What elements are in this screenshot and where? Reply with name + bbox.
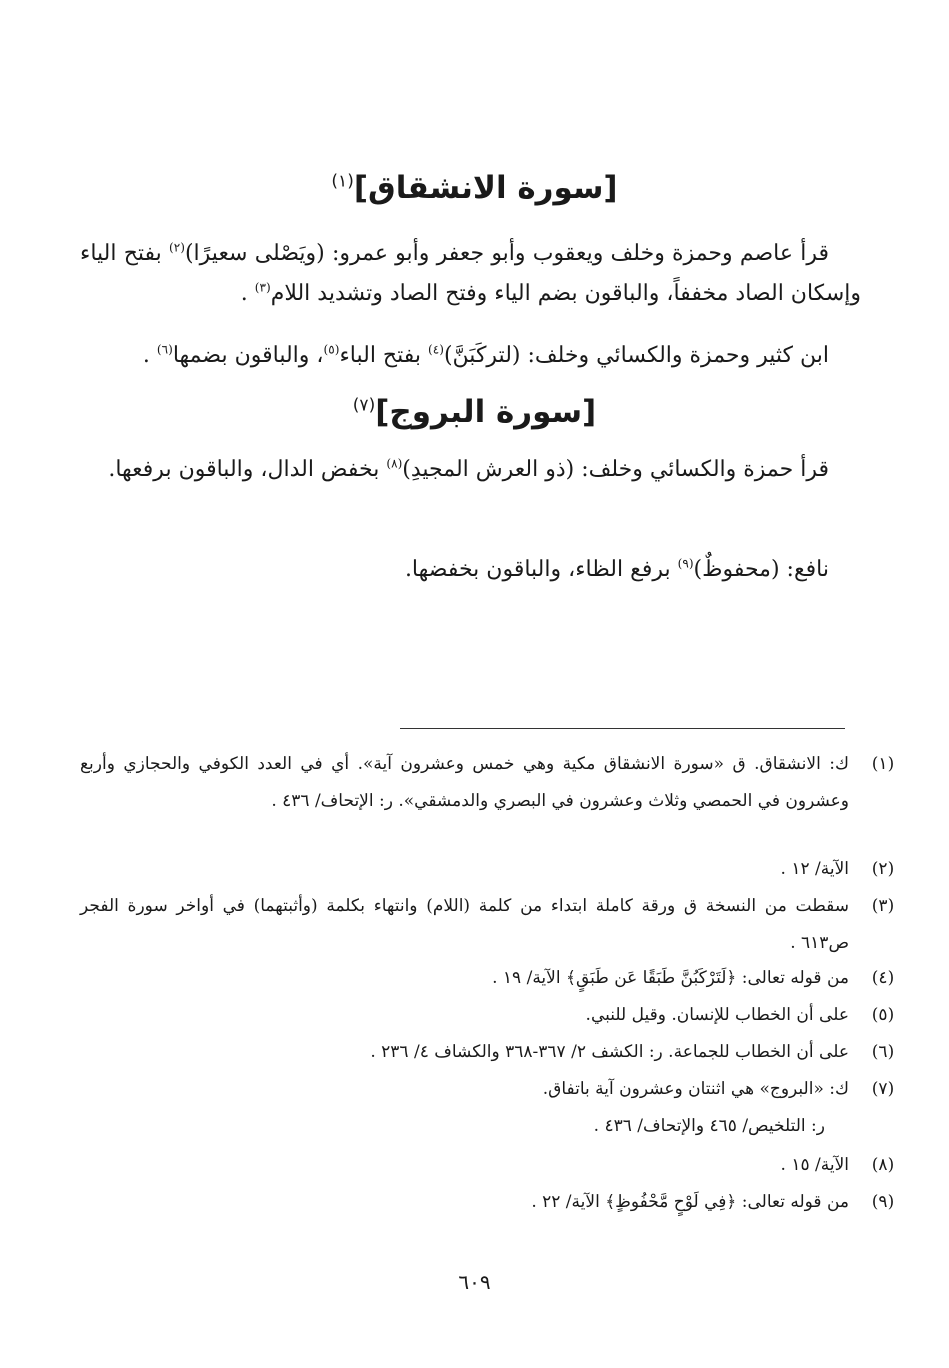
- footnote-ref: (٩): [677, 556, 694, 571]
- footnote-number: (٩): [871, 1192, 895, 1212]
- footnote: [80, 1071, 895, 1108]
- footnote: [80, 1034, 895, 1071]
- footnote: [80, 1147, 895, 1184]
- footnote-number: (٢): [871, 859, 895, 879]
- footnote-number: (٤): [871, 968, 895, 988]
- footnote-ref: (٥): [323, 342, 340, 357]
- footnote-ref: (٨): [386, 456, 403, 471]
- footnote: [80, 746, 895, 820]
- footnote: [80, 888, 895, 962]
- paragraph-text: بفتح الباء: [339, 343, 429, 368]
- footnote-divider: [400, 728, 845, 729]
- footnote-continuation: [80, 1108, 825, 1145]
- paragraph-2: [80, 336, 861, 376]
- paragraph-4: [80, 550, 861, 590]
- footnote-text: ك: الانشقاق. ق «سورة الانشقاق مكية وهي خمس وعشرون آية». أي في العدد الكوفي والحجازي وأربع وعشرون في الحمصي وثلاث وعشرون في البصري والدمشقي». ر: الإتحاف/ ٤٣٦ .: [80, 754, 849, 811]
- footnote-number: (١): [871, 754, 895, 774]
- footnote: [80, 851, 895, 888]
- paragraph-text: ، والباقون بضمها: [172, 343, 324, 368]
- footnote-ref: (٢): [169, 240, 185, 255]
- footnote-text: على أن الخطاب للإنسان. وقيل للنبي.: [585, 1005, 849, 1025]
- footnote-text: سقطت من النسخة ق ورقة كاملة ابتداء من كلمة (اللام) وانتهاء بكلمة (وأثبتهما) في أواخر سورة الفجر ص٦١٣ .: [80, 896, 849, 953]
- footnote-text: الآية/ ١٢ .: [780, 859, 849, 879]
- paragraph-text: بفتح الياء وإسكان الصاد مخففاً، والباقون بضم الياء وفتح الصاد وتشديد اللام: [80, 241, 861, 306]
- footnote: [80, 1184, 895, 1221]
- surah-title: [سورة البروج]: [375, 394, 597, 430]
- page-number: ٦٠٩: [458, 1270, 491, 1294]
- footnote: [80, 997, 895, 1034]
- footnote-text: على أن الخطاب للجماعة. ر: الكشف ٢/ ٣٦٧-٣٦٨ والكشاف ٤/ ٢٣٦ .: [370, 1042, 849, 1062]
- paragraph-text: بخفض الدال، والباقون برفعها.: [108, 457, 387, 482]
- footnote-ref: (٧): [352, 395, 376, 416]
- footnote-number: (٦): [871, 1042, 895, 1062]
- footnote-ref: (٦): [156, 342, 173, 357]
- footnote-ref: (٣): [254, 280, 271, 295]
- paragraph-text: نافع: (محفوظٌ): [693, 557, 829, 582]
- footnote-number: (٧): [871, 1079, 895, 1099]
- footnote-number: (٣): [871, 896, 895, 916]
- footnote-number: (٨): [871, 1155, 895, 1175]
- paragraph-text: ابن كثير وحمزة والكسائي وخلف: (لتركَبَنَّ): [443, 343, 829, 368]
- surah-title: [سورة الانشقاق]: [353, 170, 618, 206]
- paragraph-3: [80, 450, 861, 490]
- paragraph-text: قرأ حمزة والكسائي وخلف: (ذو العرش المجيدِ): [402, 457, 829, 482]
- footnote-ref: (٤): [428, 342, 444, 357]
- paragraph-text: .: [142, 343, 157, 368]
- surah-heading-inshiqaq: [0, 166, 949, 210]
- footnote: [80, 960, 895, 997]
- footnote-text: ر: التلخيص/ ٤٦٥ والإتحاف/ ٤٣٦ .: [593, 1116, 825, 1136]
- paragraph-1: [80, 234, 861, 314]
- paragraph-text: برفع الظاء، والباقون بخفضها.: [404, 557, 678, 582]
- footnote-text: من قوله تعالى: ﴿لَتَرْكَبُنَّ طَبَقًا عَن طَبَقٍ﴾ الآية/ ١٩ .: [492, 968, 849, 988]
- surah-heading-buruj: [0, 390, 949, 434]
- footnote-number: (٥): [871, 1005, 895, 1025]
- footnote-text: الآية/ ١٥ .: [780, 1155, 849, 1175]
- footnote-text: ك: «البروج» هي اثنتان وعشرون آية باتفاق.: [542, 1079, 849, 1099]
- paragraph-text: .: [240, 281, 255, 306]
- paragraph-text: قرأ عاصم وحمزة وخلف ويعقوب وأبو جعفر وأبو عمرو: (ويَصْلى سعيرًا): [184, 241, 829, 266]
- footnote-ref: (١): [331, 171, 354, 192]
- footnote-text: من قوله تعالى: ﴿فِي لَوْحٍ مَّحْفُوظٍ﴾ الآية/ ٢٢ .: [531, 1192, 849, 1212]
